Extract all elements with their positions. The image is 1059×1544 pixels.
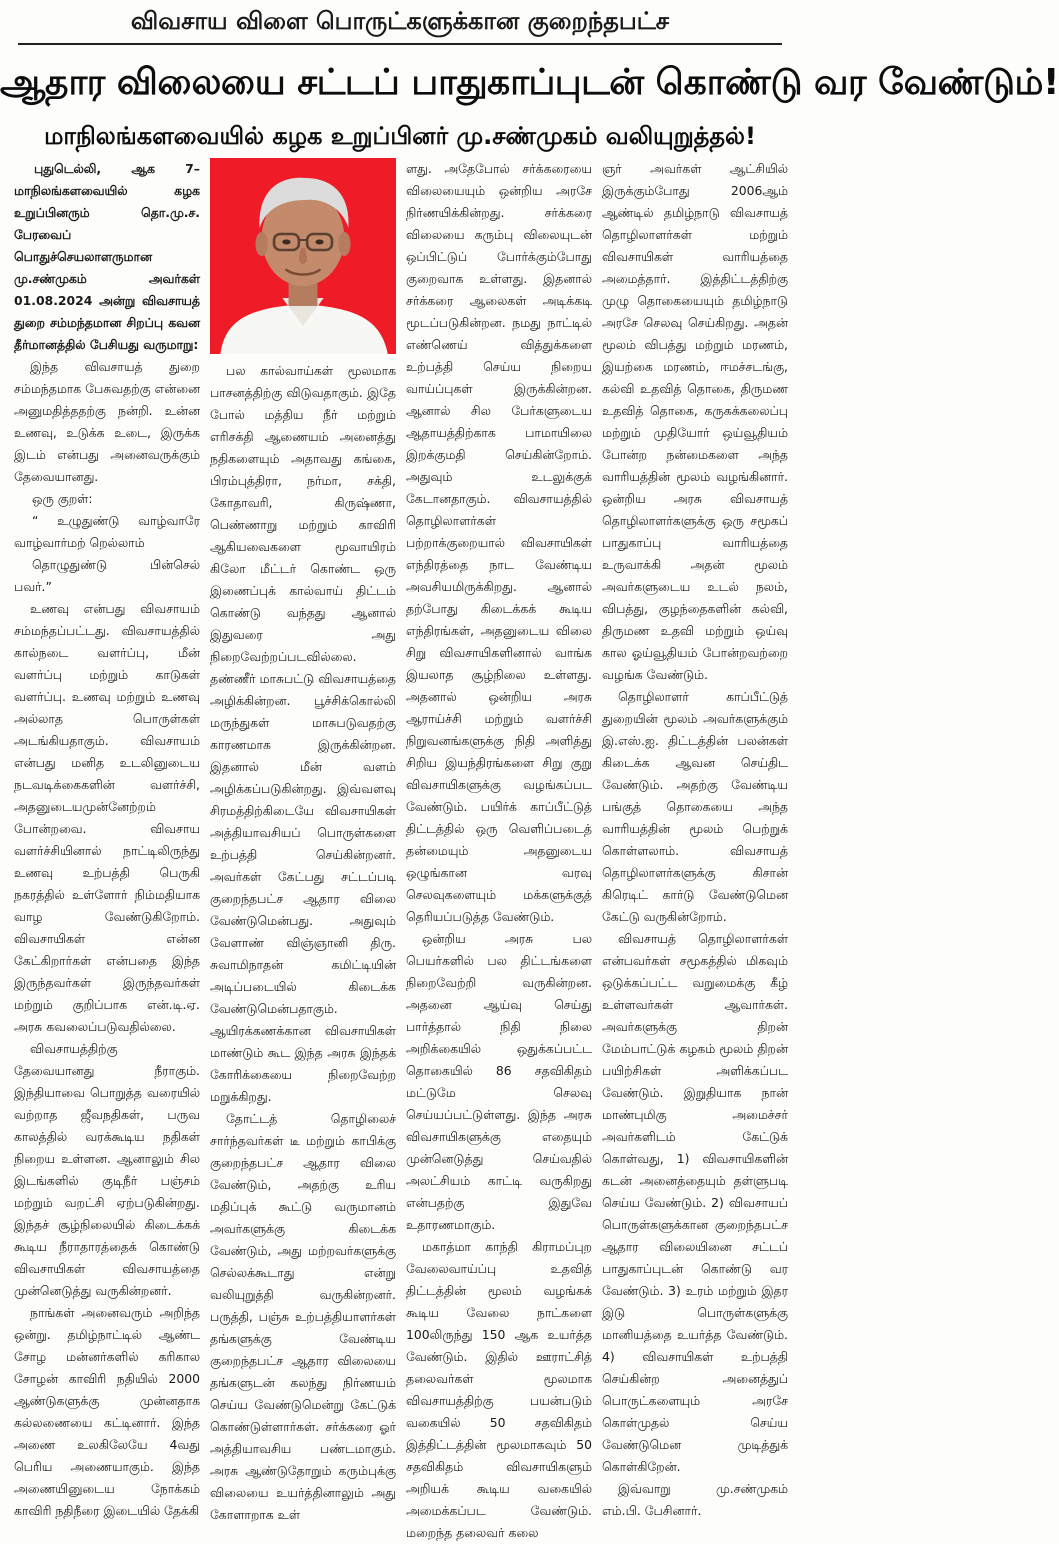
article-body [14,158,788,1540]
paragraph: உணவு என்பது விவசாயம் சம்மந்தப்பட்டது. விவசாயத்தில் கால்நடை வளர்ப்பு, மீன் வளர்ப்பு மற்றும் காடுகள் வளர்ப்பு. உணவு மற்றும் உணவு அல்லாத பொருள்கள் அடங்கியதாகும். விவசாயம் என்பது மனித உடலினுடைய நடவடிக்கைகளின் வளர்ச்சி, அதனுடையமுன்னேற்றம் போன்றவை. விவசாய வளர்ச்சியினால் நாட்டிலிருந்து உணவு உற்பத்தி பெருகி நகரத்தில் உள்ளோர் நிம்மதியாக வாழ வேண்டுகிறோம். விவசாயிகள் என்ன கேட்கிறார்கள் என்பதை இந்த இருந்தவர்கள் இருந்தவர்கள் மற்றும் குறிப்பாக என்.டி.ஏ. அரசு கவலைப்படுவதில்லை. [14,601,200,1034]
article-column-3 [406,158,592,1540]
paragraph: ஒன்றிய அரசு பல பெயர்களில் பல திட்டங்களை நிறைவேற்றி வருகின்றன. அதனை ஆய்வு செய்து பார்த்தால் நிதி நிலை அறிக்கையில் ஒதுக்கப்பட்ட தொகையில் 86 சதவிகிதம் மட்டுமே செலவு செய்யப்பட்டுள்ளது. இந்த அரசு விவசாயிகளுக்கு எதையும் முன்னெடுத்து செய்வதில் அலட்சியம் காட்டி வருகிறது என்பதற்கு இதுவே உதாரணமாகும். [406,931,592,1232]
article-column-2 [210,158,396,1522]
paragraph: விவசாயத் தொழிலாளர்கள் என்பவர்கள் சமூகத்தில் மிகவும் ஒடுக்கப்பட்ட வறுமைக்கு கீழ் உள்ளவர்கள் ஆவார்கள். அவர்களுக்கு திறன் மேம்பாட்டுக் கழகம் மூலம் திறன் பயிற்சிகள் அளிக்கப்பட வேண்டும். இறுதியாக நான் மாண்புமிகு அமைச்சர் அவர்களிடம் கேட்டுக் கொள்வது, 1) விவசாயிகளின் கடன் அனைத்தையும் தள்ளுபடி செய்ய வேண்டும். 2) விவசாயப் பொருள்களுக்கான குறைந்தபட்ச ஆதார விலையினை சட்டப் பாதுகாப்புடன் கொண்டு வர வேண்டும். 3) உரம் மற்றும் இதர இடு பொருள்களுக்கு மானியத்தை உயர்த்த வேண்டும். 4) விவசாயிகள் உற்பத்தி செய்கின்ற அனைத்துப் பொருட்களையும் அரசே கொள்முதல் செய்ய வேண்டுமென முடித்துக் கொள்கிறேன். [602,931,788,1474]
paragraph: நாங்கள் அனைவரும் அறிந்த ஒன்று. தமிழ்நாட்டில் ஆண்ட சோழ மன்னர்களில் கரிகால சோழன் காவிரி நதியில் 2000 ஆண்டுகளுக்கு முன்னதாக கல்லணையை கட்டினார். இந்த அணை உலகிலேயே 4வது பெரிய அணையாகும். இந்த அணையினுடைய நோக்கம் காவிரி நதிநீரை இடையில் தேக்கி [14,1305,200,1518]
subheadline: மாநிலங்களவையில் கழக உறுப்பினர் மு.சண்முகம் வலியுறுத்தல்! [44,122,756,150]
paragraph: பல கால்வாய்கள் மூலமாக பாசனத்திற்கு விடுவதாகும். இதே போல் மத்திய நீர் மற்றும் எரிசக்தி ஆணையம் அனைத்து நதிகளையும் அதாவது கங்கை, பிரம்புத்திரா, நர்மா, சக்தி, கோதாவரி, கிருஷ்ணா, பெண்ணாறு மற்றும் காவிரி ஆகியவைகளை மூவாயிரம் கிலோ மீட்டர் கொண்ட ஒரு இணைப்புக் கால்வாய் திட்டம் கொண்டு வந்தது ஆனால் இதுவரை அது நிறைவேற்றப்படவில்லை. தண்ணீர் மாசுபட்டு விவசாயத்தை அழிக்கின்றன. பூச்சிக்கொல்லி மருந்துகள் மாசுபடுவதற்கு காரணமாக இருக்கின்றன. இதனால் மீன் வளம் அழிக்கப்படுகின்றது. இவ்வளவு சிரமத்திற்கிடையே விவசாயிகள் அத்தியாவசியப் பொருள்களை உற்பத்தி செய்கின்றனர். அவர்கள் கேட்பது சட்டப்படி குறைந்தபட்ச ஆதார விலை வேண்டுமென்பது. அதுவும் வேளாண் விஞ்ஞானி திரு. சுவாமிநாதன் கமிட்டியின் அடிப்படையில் கிடைக்க வேண்டுமென்பதாகும். ஆயிரக்கணக்கான விவசாயிகள் மாண்டும் கூட இந்த அரசு இந்தக் கோரிக்கையை நிறைவேற்ற மறுக்கிறது. [210,363,396,1104]
paragraph: இந்த விவசாயத் துறை சம்மந்தமாக பேசுவதற்கு என்னை அனுமதித்ததற்கு நன்றி. உன்ன உணவு, உடுக்க உடை, இருக்க இடம் என்பது அனைவருக்கும் தேவையானது. [14,359,200,484]
paragraph: விவசாயத்திற்கு தேவையானது நீராகும். இந்தியாவை பொறுத்த வரையில் வற்றாத ஜீவநதிகள், பருவ காலத்தில் வரக்கூடிய நதிகள் நிறைய உள்ளன. ஆனாலும் சில இடங்களில் குடிநீர் பஞ்சம் மற்றும் வறட்சி ஏற்படுகின்றது. இந்தச் சூழ்நிலையில் கிடைக்கக் கூடிய நீராதாரத்தைக் கொண்டு விவசாயிகள் விவசாயத்தை முன்னெடுத்து வருகின்றனர். [14,1041,200,1298]
paragraph: ஞர் அவர்கள் ஆட்சியில் இருக்கும்போது 2006ஆம் ஆண்டில் தமிழ்நாடு விவசாயத் தொழிலாளர்கள் மற்றும் விவசாயிகள் வாரியத்தை அமைத்தார். இத்திட்டத்திற்கு முழு தொகையையும் தமிழ்நாடு அரசே செலவு செய்கிறது. அதன் மூலம் விபத்து மற்றும் மரணம், இயற்கை மரணம், ஈமச்சடங்கு, கல்வி உதவித் தொகை, திருமண உதவித் தொகை, கருகக்கலைப்பு மற்றும் முதியோர் ஒய்வூதியம் போன்ற நன்மைகளை அந்த வாரியத்தின் மூலம் வழங்கினார். ஒன்றிய அரசு விவசாயத் தொழிலாளர்களுக்கு ஒரு சமூகப் பாதுகாப்பு வாரியத்தை உருவாக்கி அதன் மூலம் அவர்களுடைய உடல் நலம், விபத்து, குழந்தைகளின் கல்வி, திருமண உதவி மற்றும் ஒய்வு கால ஓய்வூதியம் போன்றவற்றை வழங்க வேண்டும். [602,161,788,682]
paragraph: தொழிலாளர் காப்பீட்டுத் துறையின் மூலம் அவர்களுக்கும் இ.எஸ்.ஐ. திட்டத்தின் பலன்கள் கிடைக்க ஆவன செய்திட வேண்டும். அதற்கு வேண்டிய பங்குத் தொகையை அந்த வாரியத்தின் மூலம் பெற்றுக் கொள்ளலாம். விவசாயத் தொழிலாளர்களுக்கு கிசான் கிரெடிட் கார்டு வேண்டுமென கேட்டு வருகின்றோம். [602,689,788,924]
paragraph: தோட்டத் தொழிலைச் சார்ந்தவர்கள் டீ மற்றும் காபிக்கு குறைந்தபட்ச ஆதார விலை வேண்டும், அதற்கு உரிய மதிப்புக் கூட்டு வருமானம் அவர்களுக்கு கிடைக்க வேண்டும், அது மற்றவர்களுக்கு செல்லக்கூடாது என்று வலியுறுத்தி வருகின்றனர். பருத்தி, பஞ்சு உற்பத்தியாளர்கள் தங்களுக்கு வேண்டிய குறைந்தபட்ச ஆதார விலையை தங்களுடன் கலந்து நிர்ணயம் செய்ய வேண்டுமென்று கேட்டுக் கொண்டுள்ளார்கள். சர்க்கரை ஓர் அத்தியாவசிய பண்டமாகும். அரசு ஆண்டுதோறும் கரும்புக்கு விலையை உயர்த்தினாலும் அது கோளாறாக உள் [210,1111,396,1522]
column-text [210,360,396,1526]
paragraph: புதுடெல்லி, ஆக 7– மாநிலங்களவையில் கழக உறுப்பினரும் தொ.மு.ச. பேரவைப் பொதுச்செயலாளருமான மு.சண்முகம் அவர்கள் 01.08.2024 அன்று விவசாயத் துறை சம்மந்தமான சிறப்பு கவன தீர்மானத்தில் பேசியது வருமாறு: [14,161,200,352]
portrait-illustration [210,158,396,354]
headline: ஆதார விலையை சட்டப் பாதுகாப்புடன் கொண்டு வர வேண்டும்! [0,62,1059,103]
quote-line: தொழுதுண்டு பின்செல் பவர்.” [14,557,200,594]
paragraph: மகாத்மா காந்தி கிராமப்புற வேலைவாய்ப்பு உதவித் திட்டத்தின் மூலம் வழங்கக் கூடிய வேலை நாட்களை 100லிருந்து 150 ஆக உயர்த்த வேண்டும். இதில் ஊராட்சித் தலைவர்கள் மூலமாக விவசாயத்திற்கு பயன்படும் வகையில் 50 சதவிகிதம் இத்திட்டத்தின் மூலமாகவும் 50 சதவிகிதம் விவசாயிகளும் அறியக் கூடிய வகையில் அமைக்கப்பட வேண்டும். மறைந்த தலைவர் கலை [406,1239,592,1540]
sign-off: இவ்வாறு மு.சண்முகம் எம்.பி. பேசினார். [602,1481,788,1518]
portrait-photo [210,158,396,354]
paragraph: ஒரு குறள்: [32,491,93,506]
divider [18,43,782,45]
paragraph: ளது. அதேபோல் சர்க்கரையை விலையையும் ஒன்றிய அரசே நிர்ணயிக்கின்றது. சர்க்கரை விலையை கரும்பு விலையுடன் ஒப்பிட்டுப் போர்க்கும்போது குறைவாக உள்ளது. இதனால் சர்க்கரை ஆலைகள் அடிக்கடி மூடப்படுகின்றன. நமது நாட்டில் எண்ணெய் வித்துக்களை உற்பத்தி செய்ய நிறைய வாய்ப்புகள் இருக்கின்றன. ஆனால் சில பேர்களுடைய ஆதாயத்திற்காக பாமாயிலை இறக்குமதி செய்கின்றோம். அதுவும் உடலுக்குக் கேடானதாகும். விவசாயத்தில் தொழிலாளர்கள் பற்றாக்குறையால் விவசாயிகள் எந்திரத்தை நாட வேண்டிய அவசியமிருக்கிறது. ஆனால் தற்போது கிடைக்கக் கூடிய எந்திரங்கள், அதனுடைய விலை சிறு விவசாயிகளினால் வாங்க இயலாத சூழ்நிலை உள்ளது. அதனால் ஒன்றிய அரசு ஆராய்ச்சி மற்றும் வளர்ச்சி நிறுவனங்களுக்கு நிதி அளித்து சிறிய இயந்திரங்களை சிறு குறு விவசாயிகளுக்கு வழங்கப்பட வேண்டும். பயிர்க் காப்பீட்டுத் திட்டத்தில் ஒரு வெளிப்படைத் தன்மையும் அதனுடைய ஒழுங்கான வரவு செலவுகளையும் மக்களுக்குத் தெரியப்படுத்த வேண்டும். [406,161,592,924]
article-column-1 [14,158,200,1518]
kicker: விவசாய விளை பொருட்களுக்கான குறைந்தபட்ச [130,7,670,35]
article-column-4 [602,158,788,1518]
quote-line: “ உழுதுண்டு வாழ்வாரே வாழ்வார்மற் றெல்லாம் [14,513,200,550]
